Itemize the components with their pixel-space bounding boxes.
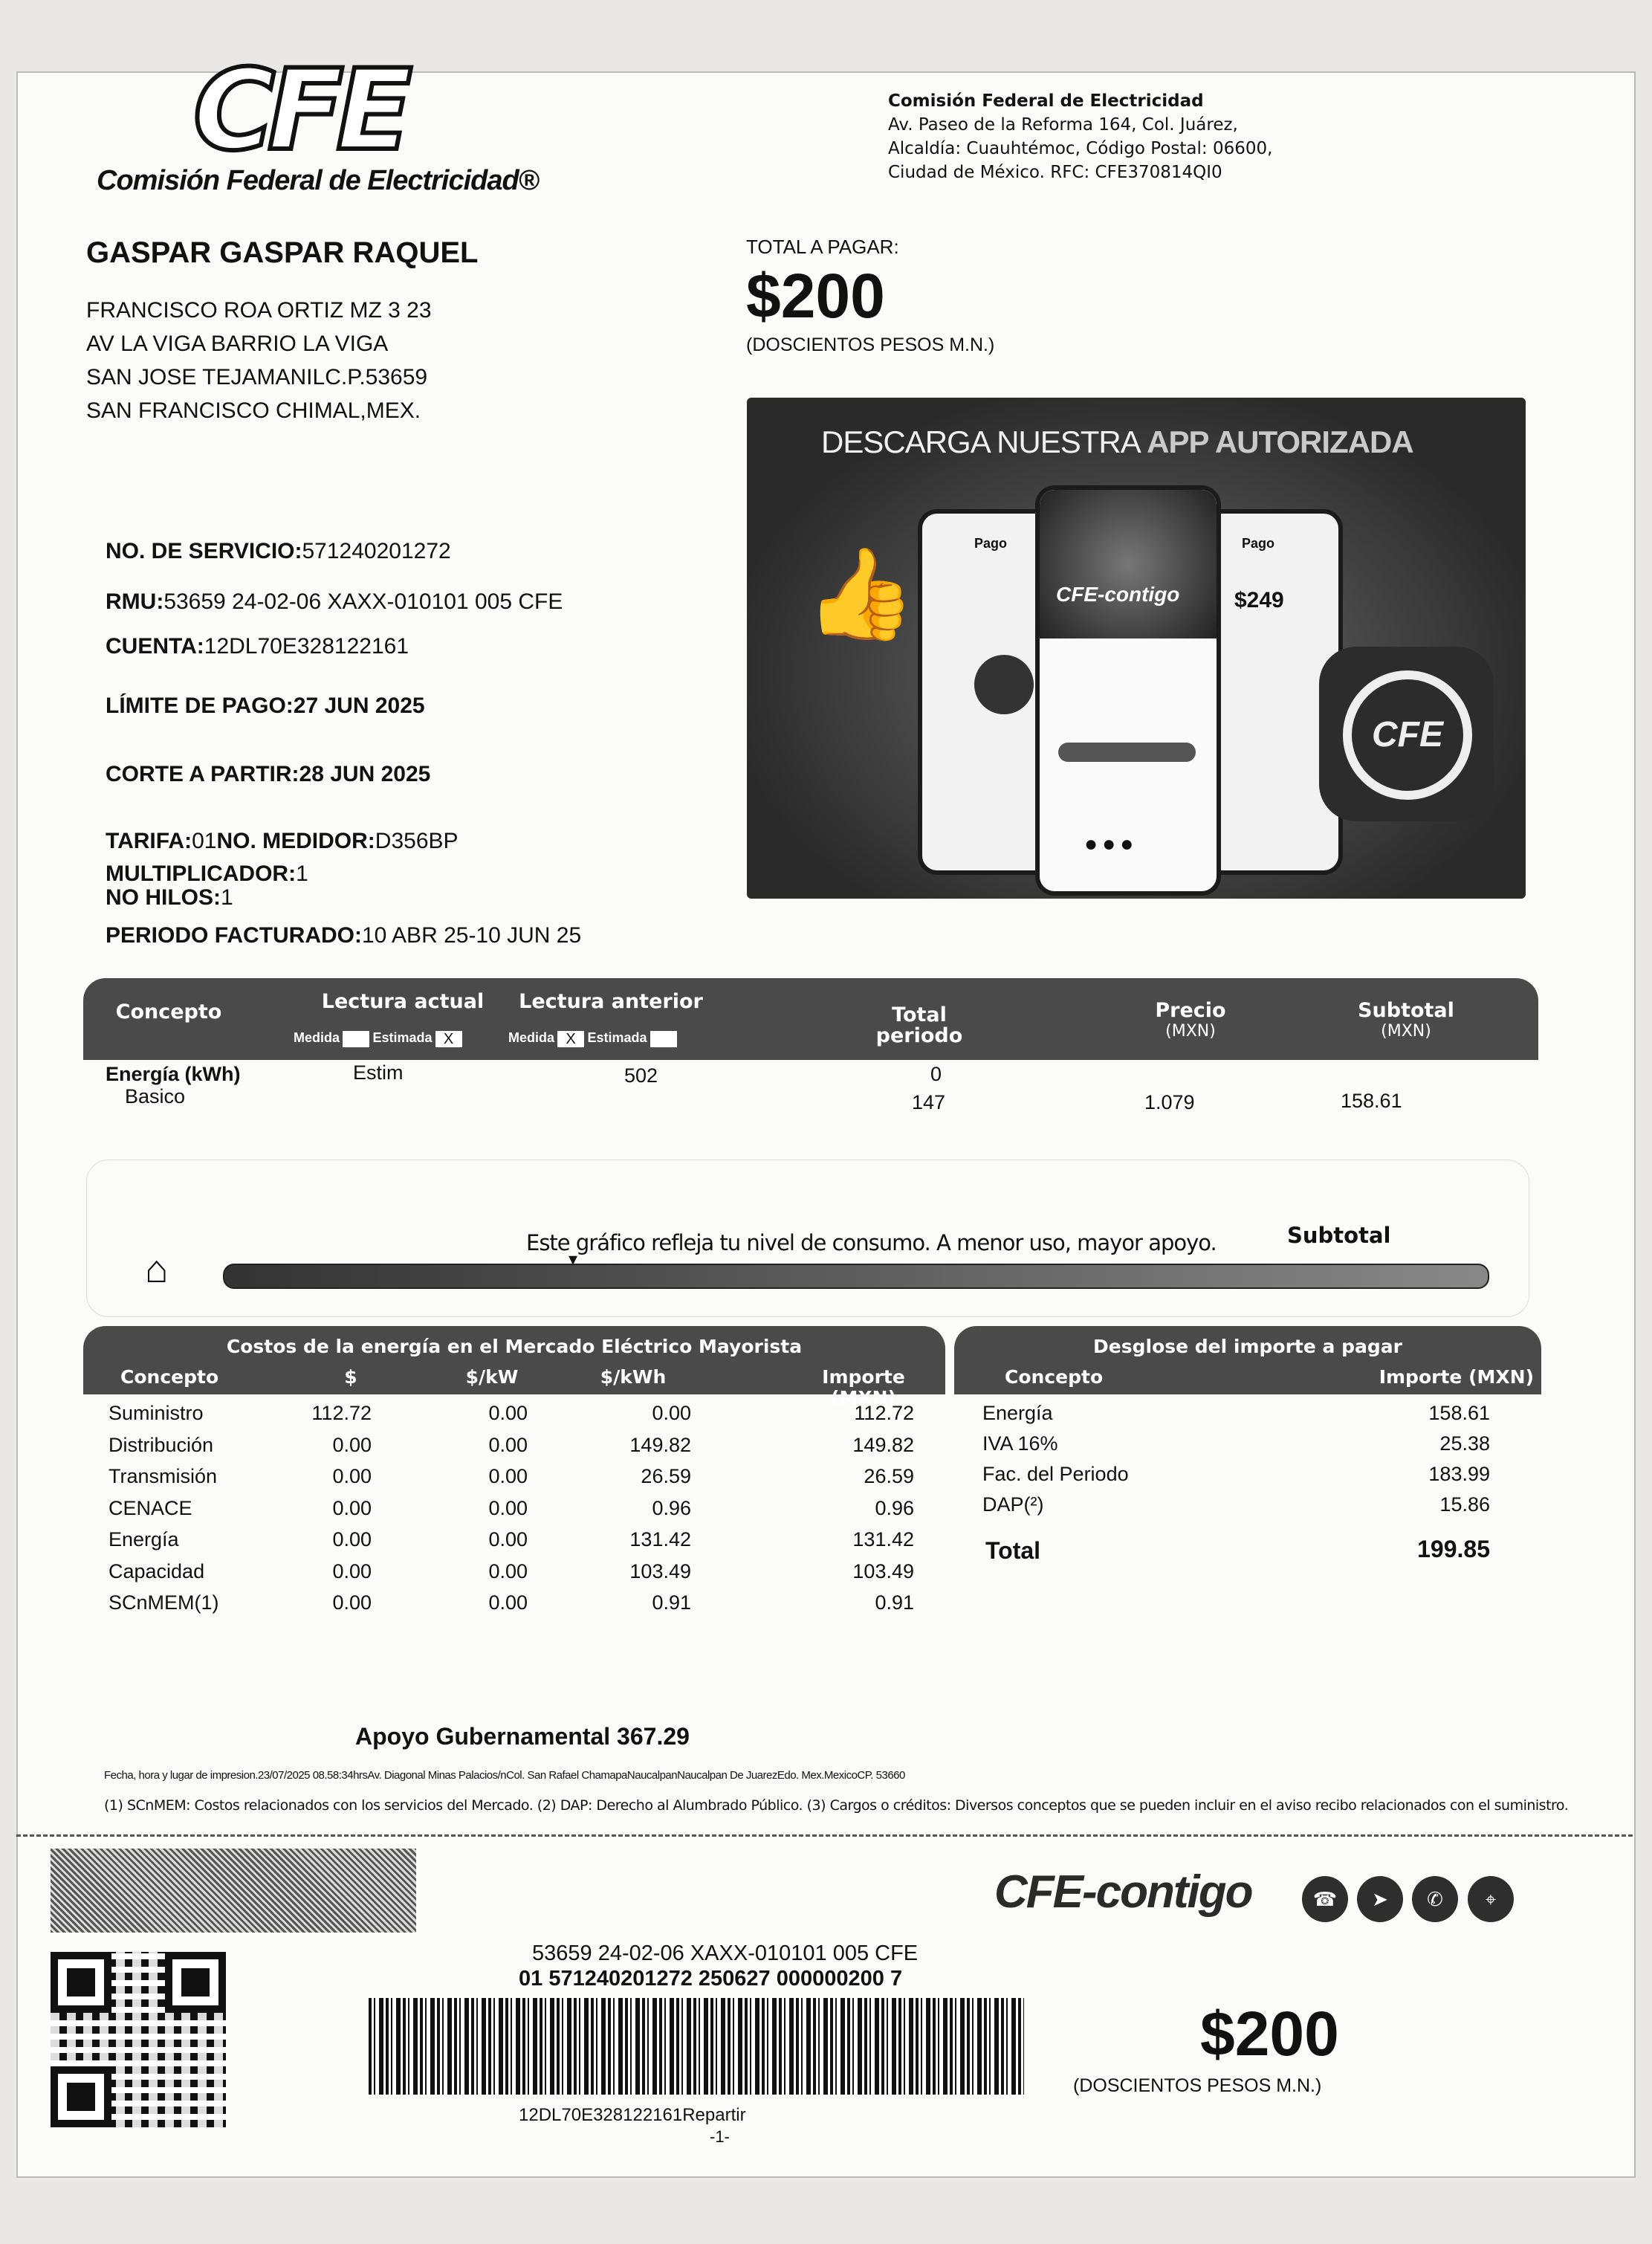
row-basico-precio: 1.079 [1144, 1091, 1195, 1113]
market-cell: 0.00 [488, 1465, 528, 1487]
billed-period-label: PERIODO FACTURADO: [106, 923, 362, 948]
market-row-label: CENACE [108, 1496, 192, 1519]
address-line: SAN JOSE TEJAMANILC.P.53659 [86, 365, 428, 389]
market-cell: 0.96 [875, 1496, 914, 1519]
cutoff-date: CORTE A PARTIR:28 JUN 2025 [106, 762, 431, 786]
row-energia-actual: Estim [353, 1061, 404, 1084]
phone-screen-title: Pago [974, 536, 1008, 551]
breakdown-row-label: Energía [982, 1402, 1053, 1424]
market-cell: 26.59 [864, 1465, 914, 1487]
house-icon: ⌂ [145, 1248, 169, 1291]
phone-app-name: CFE-contigo [1056, 583, 1180, 606]
market-cell: 149.82 [852, 1433, 914, 1456]
wires-value: 1 [221, 885, 233, 910]
market-title: Costos de la energía en el Mercado Eléctrico Mayorista [226, 1336, 803, 1357]
address-line: SAN FRANCISCO CHIMAL,MEX. [86, 398, 421, 423]
location-pin-icon[interactable]: ⌖ [1468, 1876, 1514, 1922]
government-support: Apoyo Gubernamental 367.29 [355, 1723, 690, 1750]
market-col: Concepto [120, 1366, 219, 1388]
tariff-label: TARIFA: [106, 829, 192, 853]
issuer-address-3: Ciudad de México. RFC: CFE370814QI0 [888, 163, 1222, 182]
phone-071-icon[interactable]: ☎ [1302, 1876, 1348, 1922]
breakdown-row-value: 183.99 [1428, 1463, 1490, 1485]
market-cell: 112.72 [854, 1402, 914, 1424]
market-cell: 26.59 [641, 1465, 691, 1487]
total-label: TOTAL A PAGAR: [746, 236, 899, 258]
total-amount: $200 [746, 261, 885, 331]
row-basico-subtotal: 158.61 [1341, 1090, 1402, 1112]
anterior-medida-checkbox: X [557, 1031, 584, 1047]
market-cell: 0.00 [488, 1496, 528, 1519]
qr-finder [165, 1952, 226, 2013]
row-basico-total: 147 [912, 1091, 946, 1113]
row-basico-label: Basico [125, 1085, 186, 1108]
breakdown-row-value: 158.61 [1428, 1402, 1490, 1424]
stub-reference-line1: 53659 24-02-06 XAXX-010101 005 CFE [532, 1941, 919, 1965]
market-row-label: SCnMEM(1) [108, 1591, 219, 1614]
consumption-marker-icon: ▾ [569, 1249, 578, 1270]
market-cell: 0.00 [332, 1465, 372, 1487]
market-cell: 0.00 [488, 1591, 528, 1614]
market-cell: 0.00 [332, 1433, 372, 1456]
col-concepto: Concepto [115, 1000, 222, 1024]
market-cell: 0.96 [652, 1496, 691, 1519]
thumbs-up-icon: 👍 [805, 544, 916, 644]
qr-finder [51, 1952, 111, 2013]
banner-title: DESCARGA NUESTRA APP AUTORIZADA [821, 424, 1413, 459]
stub-reference-line2: 01 571240201272 250627 000000200 7 [519, 1967, 903, 1991]
actual-medida-checkbox [343, 1031, 369, 1047]
multiplier-label: MULTIPLICADOR: [106, 861, 297, 886]
market-cell: 0.00 [652, 1402, 691, 1424]
actual-checkboxes: Medida Estimada X [294, 1030, 462, 1047]
market-cell: 0.00 [488, 1433, 528, 1456]
account-value: 12DL70E328122161 [204, 634, 409, 659]
market-col: $/kWh [600, 1366, 667, 1388]
market-header [83, 1326, 945, 1409]
service-number-value: 571240201272 [302, 539, 451, 563]
market-cell: 0.00 [332, 1496, 372, 1519]
anterior-estimada-checkbox [650, 1031, 677, 1047]
consumption-header [83, 978, 1538, 1060]
whatsapp-icon[interactable]: ✆ [1412, 1876, 1458, 1922]
cfe-logo: CFE [193, 46, 406, 175]
breakdown-row-label: IVA 16% [982, 1432, 1058, 1455]
col-subtotal: Subtotal (MXN) [1358, 999, 1454, 1041]
market-cell: 103.49 [629, 1559, 691, 1582]
address-line: AV LA VIGA BARRIO LA VIGA [86, 332, 389, 356]
breakdown-title: Desglose del importe a pagar [1093, 1336, 1402, 1357]
phone-button [1058, 743, 1196, 762]
breakdown-total-label: Total [985, 1537, 1041, 1564]
market-cell: 131.42 [629, 1528, 691, 1551]
rmu-label: RMU: [106, 589, 164, 614]
cfe-plug-icon: CFE [1343, 670, 1472, 800]
phone-center [1035, 485, 1221, 896]
tariff-meter [106, 829, 459, 854]
billed-period [106, 923, 581, 948]
row-energia-anterior: 502 [624, 1064, 658, 1087]
col-precio: Precio (MXN) [1155, 999, 1226, 1041]
service-number-label: NO. DE SERVICIO: [106, 539, 302, 563]
market-row-label: Transmisión [108, 1465, 218, 1487]
print-info: Fecha, hora y lugar de impresion.23/07/2025 08.58:34hrsAv. Diagonal Minas Palacios/nCol. San Rafael ChamapaNaucalpanNaucalpan De JuarezEdo. Mex.MexicoCP. 53660 [104, 1769, 905, 1782]
qr-finder [51, 2066, 111, 2127]
market-cell: 0.00 [332, 1591, 372, 1614]
breakdown-col: Importe (MXN) [1379, 1366, 1534, 1388]
issuer-address-1: Av. Paseo de la Reforma 164, Col. Juárez, [888, 115, 1238, 135]
tear-line [16, 1834, 1633, 1837]
row-energia-label: Energía (kWh) [106, 1063, 241, 1085]
payment-barcode [369, 1998, 1024, 2095]
market-row-label: Distribución [108, 1433, 214, 1456]
market-row-label: Suministro [108, 1402, 204, 1424]
market-col: Importe (MXN) [822, 1366, 905, 1409]
market-cell: 0.00 [332, 1559, 372, 1582]
rmu [106, 589, 563, 615]
phone-screen-title: Pago [1242, 536, 1275, 551]
market-cell: 131.42 [852, 1528, 914, 1551]
account-label: CUENTA: [106, 634, 204, 659]
stub-amount: $200 [1200, 1999, 1339, 2069]
cfe-contigo-logo: CFE-contigo [994, 1866, 1252, 1918]
market-cell: 112.72 [311, 1402, 372, 1424]
actual-estimada-checkbox: X [435, 1031, 462, 1047]
billed-period-value: 10 ABR 25-10 JUN 25 [362, 923, 582, 948]
rmu-value: 53659 24-02-06 XAXX-010101 005 CFE [163, 589, 563, 614]
market-col: $ [344, 1366, 357, 1388]
security-pattern [51, 1849, 416, 1933]
multiplier-wires [106, 862, 308, 910]
market-cell: 0.00 [488, 1559, 528, 1582]
issuer-title: Comisión Federal de Electricidad [888, 91, 1204, 111]
tariff-value: 01 [192, 829, 217, 853]
market-cell: 0.00 [332, 1528, 372, 1551]
cfe-app-badge [1319, 647, 1494, 821]
graph-subtotal-label: Subtotal [1287, 1223, 1391, 1248]
breakdown-col: Concepto [1005, 1366, 1104, 1388]
meter-value: D356BP [375, 829, 459, 853]
footnote-legend: (1) SCnMEM: Costos relacionados con los servicios del Mercado. (2) DAP: Derecho al Alumbrado Público. (3) Cargos o créditos: Diversos conceptos que se pueden incluir en el aviso recibo relacionados con el suministro. [104, 1797, 1569, 1814]
graph-caption: Este gráfico refleja tu nivel de consumo. A menor uso, mayor apoyo. [526, 1230, 1217, 1255]
app-banner[interactable] [747, 398, 1526, 899]
issuer-block [888, 89, 1272, 184]
phone-social-icons: ●●● [1084, 832, 1138, 856]
breakdown-row-value: 25.38 [1439, 1432, 1490, 1455]
phone-amount: $249 [1234, 588, 1284, 612]
market-row-label: Energía [108, 1528, 179, 1551]
consumption-bar [223, 1264, 1489, 1289]
market-row-label: Capacidad [108, 1559, 205, 1582]
phone-header [1040, 490, 1217, 638]
market-cell: 0.91 [652, 1591, 691, 1614]
wires-label: NO HILOS: [106, 885, 221, 910]
breakdown-row-label: Fac. del Periodo [982, 1463, 1129, 1485]
multiplier-value: 1 [296, 861, 308, 886]
breakdown-row-value: 15.86 [1439, 1493, 1490, 1516]
issuer-address-2: Alcaldía: Cuauhtémoc, Código Postal: 06600, [888, 139, 1273, 158]
account [106, 634, 409, 659]
breakdown-row-label: DAP(²) [982, 1493, 1044, 1516]
market-cell: 149.82 [629, 1433, 691, 1456]
service-number [106, 539, 451, 564]
breakdown-header [954, 1326, 1541, 1394]
page-number: -1- [710, 2127, 730, 2146]
market-cell: 0.91 [875, 1591, 914, 1614]
customer-address [86, 294, 432, 427]
col-total-periodo: Total periodo [875, 1003, 963, 1047]
customer-name: GASPAR GASPAR RAQUEL [86, 236, 479, 269]
telegram-icon[interactable]: ➤ [1357, 1876, 1403, 1922]
phone-avatar [974, 655, 1034, 714]
market-cell: 0.00 [488, 1402, 528, 1424]
qr-code [51, 1952, 226, 2127]
col-lectura-anterior: Lectura anterior [519, 990, 703, 1013]
col-lectura-actual: Lectura actual [321, 990, 485, 1013]
market-cell: 103.49 [852, 1559, 914, 1582]
row-energia-total: 0 [930, 1063, 942, 1085]
breakdown-total-value: 199.85 [1417, 1536, 1490, 1562]
cfe-logo-subtitle: Comisión Federal de Electricidad® [97, 165, 539, 196]
market-col: $/kW [465, 1366, 519, 1388]
market-cell: 0.00 [488, 1528, 528, 1551]
total-words: (DOSCIENTOS PESOS M.N.) [746, 334, 995, 355]
payment-deadline: LÍMITE DE PAGO:27 JUN 2025 [106, 693, 425, 718]
meter-label: NO. MEDIDOR: [216, 829, 375, 853]
address-line: FRANCISCO ROA ORTIZ MZ 3 23 [86, 298, 432, 323]
stub-amount-words: (DOSCIENTOS PESOS M.N.) [1073, 2075, 1322, 2096]
anterior-checkboxes: Medida X Estimada [508, 1030, 677, 1047]
stub-account-ref: 12DL70E328122161Repartir [519, 2105, 746, 2125]
